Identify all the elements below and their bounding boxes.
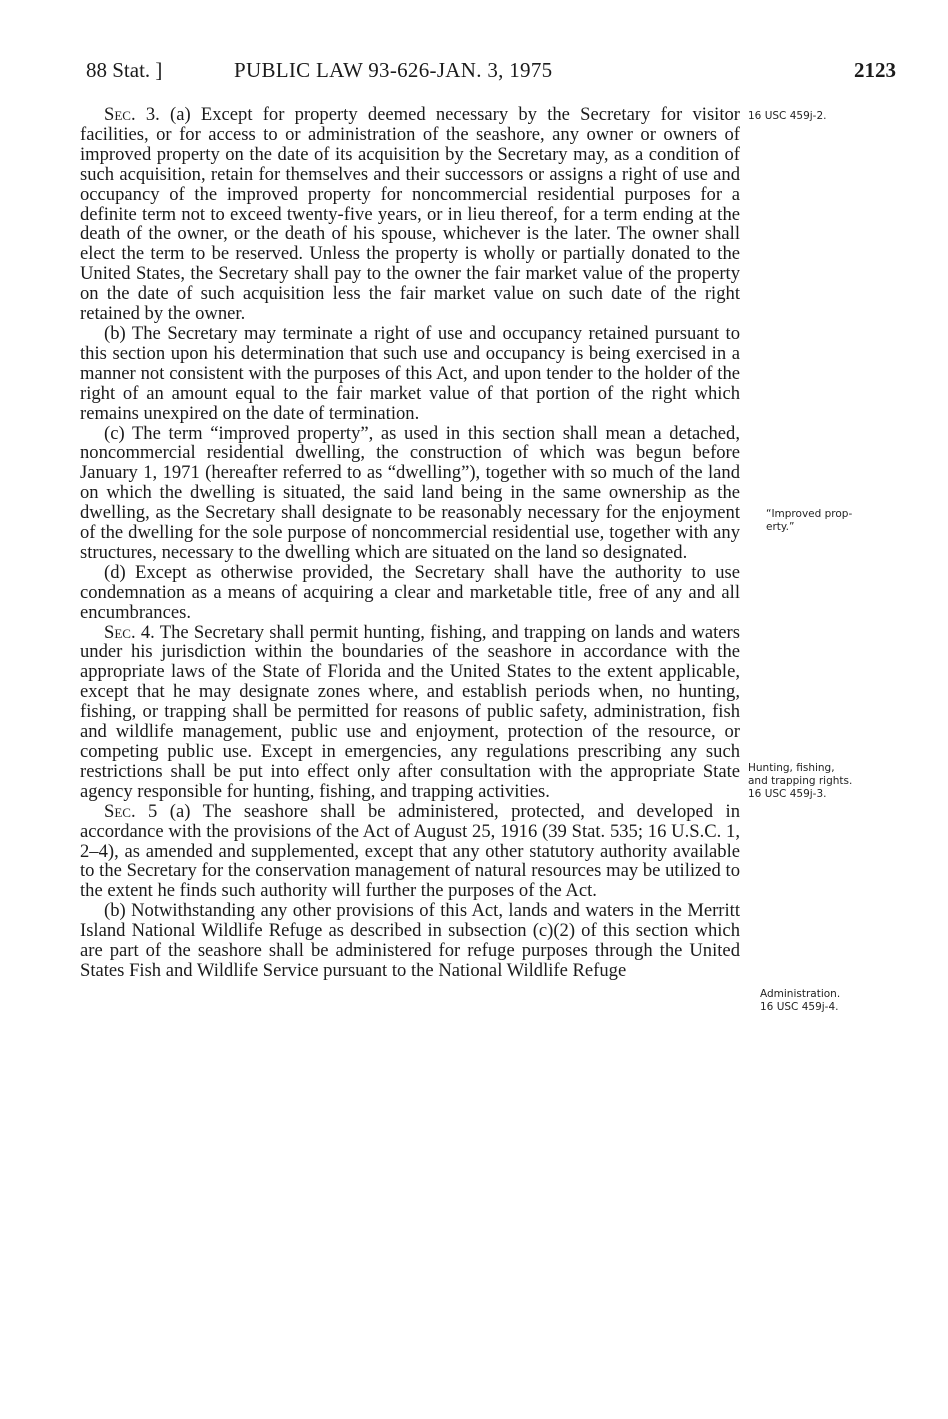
page-header [86,58,896,86]
paragraph-text: (a) The seashore shall be administered, protected, and developed in accordance with the provisions of the Act of August 25, 1916 (39 Stat. 535; 16 U.S.C. 1, 2–4), as amended and supplemented, except that any other statutory authority available to the Secretary for the conservation management of natural resources may be utilized to the extent he finds such authority will further the purposes of the Act. [80,800,740,902]
paragraph-sec5b [80,901,740,981]
section-lead: Sec. 3. [104,104,160,125]
section-lead: Sec. 5 [104,800,158,822]
margin-note-administration [760,988,910,1014]
law-title: PUBLIC LAW 93-626-JAN. 3, 1975 [234,58,553,82]
paragraph-text: (b) The Secretary may terminate a right of use and occupancy retained pursuant to this section upon his determination that such use and occupancy is being exercised in a manner not consistent with the purposes of this Act, and upon tender to the holder of the right of an amount equal to the fair market value of that portion of the right which remains unexpired on the date of termination. [80,322,740,424]
margin-note-line: 16 USC 459j-4. [760,1001,839,1013]
paragraph-text: The Secretary shall permit hunting, fishing, and trapping on lands and waters under his jurisdiction within the boundaries of the seashore in accordance with the appropriate laws of the State of Florida and the United States to the extent applicable, except that he may designate zones where, and establish periods when, no hunting, fishing, or trapping shall be permitted for reasons of public safety, administration, fish and wildlife management, public use and enjoyment, protection of the resource, or competing public use. Except in emergencies, any regulations prescribing any such restrictions shall be put into effect only after consultation with the appropriate State agency responsible for hunting, fishing, and trapping activities. [80,621,740,802]
paragraph-sec3b [80,324,740,424]
margin-note-line: 16 USC 459j-3. [748,788,827,800]
paragraph-text: (a) Except for property deemed necessary by the Secretary for visitor facilities, or for access to or administration of the seashore, any owner or owners of improved property on the date of its acquisition by the Secretary may, as a condition of such acquisition, retain for themselves and their successors or assigns a right of use and occupancy of the improved property for noncommercial residential purposes for a definite term not to exceed twenty-five years, or in lieu thereof, for a term ending at the death of the owner, or the death of his spouse, whichever is the later. The owner shall elect the term to be reserved. Unless the property is wholly or partially donated to the United States, the Secretary shall pay to the owner the fair market value of the property on the date of such acquisition less the fair market value on such date of the right retained by the owner. [80,104,740,325]
paragraph-sec3c [80,424,740,563]
margin-note-improved-property [766,508,916,534]
body-text [80,105,740,981]
paragraph-sec4 [80,623,740,802]
section-lead: Sec. 4. [104,621,155,643]
page-number: 2123 [854,58,896,82]
margin-note-line: “Improved prop- [766,508,853,520]
paragraph-sec3d [80,563,740,623]
margin-note-hunting [748,762,898,801]
paragraph-text: (c) The term “improved property”, as used in this section shall mean a detached, noncommercial residential dwelling, the construction of which was begun before January 1, 1971 (hereafter referred to as “dwelling”), together with so much of the land on which the dwelling is situated, the said land being in the same ownership as the dwelling, as the Secretary shall designate to be reasonably necessary for the enjoyment of the dwelling for the sole purpose of noncommercial residential use, together with any structures, necessary to the dwelling which are situated on the land so designated. [80,422,740,563]
margin-note-line: Hunting, fishing, [748,762,835,774]
margin-note-line: and trapping rights. [748,775,853,787]
paragraph-text: (d) Except as otherwise provided, the Secretary shall have the authority to use condemnation as a means of acquiring a clear and marketable title, free of any and all encumbrances. [80,561,740,623]
paragraph-sec3a [80,105,740,324]
margin-note-line: Administration. [760,988,841,1000]
margin-note-sec3 [748,110,898,123]
margin-note-line: 16 USC 459j-2. [748,110,827,122]
paragraph-sec5a [80,802,740,902]
margin-note-line: erty.” [766,521,795,533]
statute-volume: 88 Stat. ] [86,58,163,82]
paragraph-text: (b) Notwithstanding any other provisions of this Act, lands and waters in the Merritt Island National Wildlife Refuge as described in subsection (c)(2) of this section which are part of the seashore shall be administered for refuge purposes through the United States Fish and Wildlife Service pursuant to the National Wildlife Refuge [80,900,740,981]
